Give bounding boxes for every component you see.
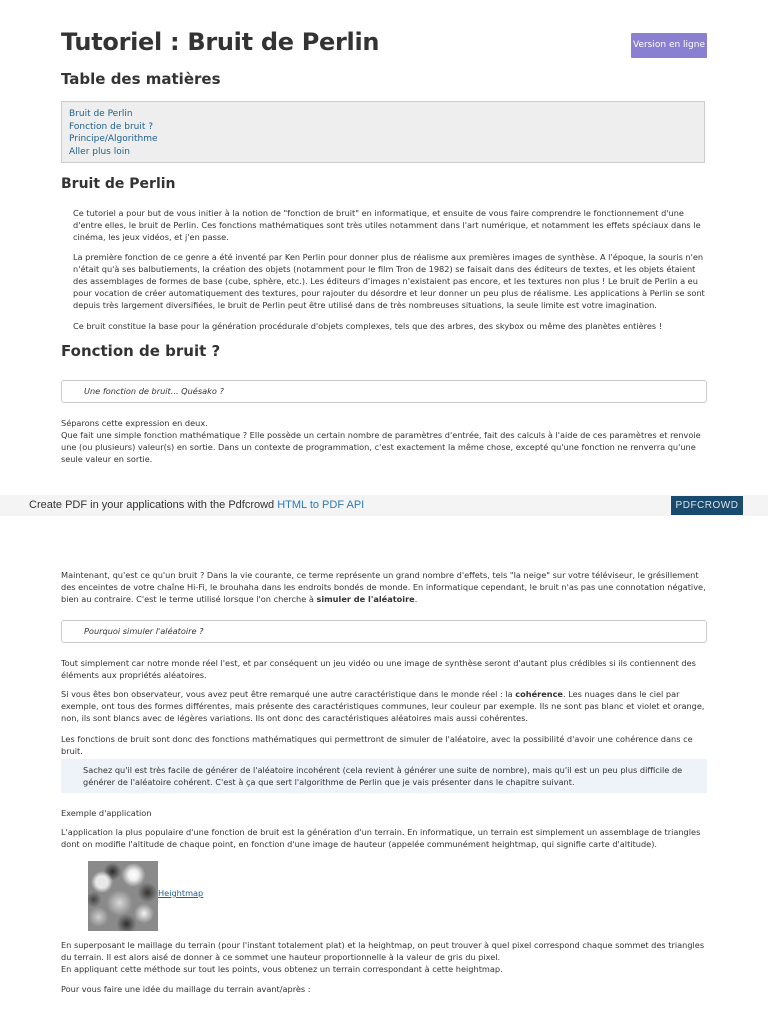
coherence-bold: cohérence — [515, 689, 563, 699]
page-title: Tutoriel : Bruit de Perlin — [61, 28, 380, 56]
paragraph-fonctions-de-bruit: Les fonctions de bruit sont donc des fonctions mathématiques qui permettront de simuler de l'aléatoire, avec la possibilité d'avoir une cohérence dans ce bruit. — [61, 734, 693, 756]
paragraph-coherence-rest: . Les nuages dans le ciel par exemple, ont tous des formes différentes, mais présente des caractéristiques communes, leur couleur par exemple. Ils ne sont pas blanc et violet et orange, non, ils sont blancs avec de légères variations. Ils ont donc des caractéristiques aléatoires mais aussi cohérentes. — [61, 689, 705, 723]
question-box-quesako: Une fonction de bruit... Quésako ? — [61, 380, 707, 403]
info-note-box: Sachez qu'il est très facile de générer de l'aléatoire incohérent (cela revient à générer une suite de nombre), mais qu'il est un peu plus difficile de générer de l'aléatoire cohérent. C'est à ça que sert l'algorithme de Perlin que je vais présenter dans le chapitre suivant. — [61, 759, 707, 793]
toc-link-fonction-de-bruit[interactable]: Fonction de bruit ? — [69, 121, 154, 132]
paragraph-superposant: En superposant le maillage du terrain (pour l'instant totalement plat) et la heightmap, on peut trouver à quel pixel correspond chaque sommet des triangles du terrain. Il est alors aisé de donner à ce sommet une hauteur proportionnelle à la valeur de gris du pixel. — [61, 940, 705, 962]
paragraph-bruit-text: Maintenant, qu'est ce qu'un bruit ? Dans la vie courante, ce terme représente un grand nombre d'effets, tels "la neige" sur votre téléviseur, le grésillement des enceintes de votre chaîne Hi-Fi, le brouhaha dans les endroits bondés de monde. En informatique cependant, le bruit n'as pas une connotation négative, bien au contraire. C'est le terme utilisé lorsque l'on cherche à — [61, 570, 706, 604]
pdfcrowd-logo[interactable]: PDFCROWD — [671, 496, 743, 515]
heightmap-image — [88, 861, 158, 931]
intro-paragraph-3: Ce bruit constitue la base pour la génération procédurale d'objets complexes, tels que des arbres, des skybox ou même des planètes entières ! — [73, 321, 663, 331]
intro-paragraph-2: La première fonction de ce genre a été inventé par Ken Perlin pour donner plus de réalisme aux premières images de synthèse. A l'époque, la souris n'en n'était qu'à ses balbutiements, la création des objets (notamment pour le film Tron de 1982) se faisait dans des éditeurs de textes, et les objets étaient des assemblages de formes de base (cube, sphère, etc.). Les éditeurs d'images n'existaient pas encore, et les textures non plus ! Le bruit de Perlin a eu pour vocation de créer automatiquement des textures, pour rajouter du désordre et leur donner un peu plus de réalisme. Les applications à Perlin se sont depuis très largement diversifiées, le bruit de Perlin peut être utilisé dans de très nombreuses situations, la seule limite est votre imagination. — [73, 252, 705, 310]
pdfcrowd-text — [29, 499, 364, 511]
section-heading-bruit-de-perlin: Bruit de Perlin — [61, 176, 176, 192]
pdfcrowd-api-link[interactable]: HTML to PDF API — [277, 499, 365, 511]
paragraph-appliquant: En appliquant cette méthode sur tout les points, vous obtenez un terrain correspondant à cette heightmap. — [61, 964, 503, 974]
paragraph-fonction-mathematique: Que fait une simple fonction mathématique ? Elle possède un certain nombre de paramètres d'entrée, fait des calculs à l'aide de ces paramètres et renvoie une (ou plusieurs) valeur(s) en sortie. Dans un contexte de programmation, c'est exactement la même chose, excepté qu'une fonction ne renverra qu'une seule valeur en sortie. — [61, 430, 701, 464]
intro-paragraph-1: Ce tutoriel a pour but de vous initier à la notion de "fonction de bruit" en informatique, et ensuite de vous faire comprendre le fonctionnement d'une d'entre elles, le bruit de Perlin. Ces fonctions mathématiques sont très utiles notamment dans l'art numérique, et notamment les effets spéciaux dans le cinéma, les jeux vidéos, et j'en passe. — [73, 208, 701, 242]
paragraph-coherence — [61, 688, 709, 724]
question-box-pourquoi: Pourquoi simuler l'aléatoire ? — [61, 620, 707, 643]
online-version-button[interactable]: Version en ligne — [631, 33, 707, 58]
toc-heading: Table des matières — [61, 70, 221, 88]
section-heading-fonction-de-bruit: Fonction de bruit ? — [61, 342, 221, 360]
paragraph-bruit-end: . — [414, 594, 418, 604]
paragraph-monde-reel: Tout simplement car notre monde réel l'est, et par conséquent un jeu vidéo ou une image de synthèse seront d'autant plus crédibles si ils contiennent des éléments aux propriétés aléatoires. — [61, 658, 696, 680]
heightmap-link[interactable]: Heightmap — [158, 888, 204, 898]
simuler-aleatoire-bold: simuler de l'aléatoire — [316, 594, 415, 604]
toc-link-principe-algorithme[interactable]: Principe/Algorithme — [69, 134, 158, 144]
paragraph-maillage: Pour vous faire une idée du maillage du terrain avant/après : — [61, 984, 311, 994]
pdfcrowd-message: Create PDF in your applications with the Pdfcrowd — [29, 499, 275, 511]
paragraph-coherence-text: Si vous êtes bon observateur, vous avez peut être remarqué une autre caractéristique dans le monde réel : la — [61, 689, 513, 699]
pdfcrowd-footer — [0, 495, 768, 516]
paragraph-bruit-definition — [61, 569, 709, 605]
paragraph-terrain: L'application la plus populaire d'une fonction de bruit est la génération d'un terrain. En informatique, un terrain est simplement un assemblage de triangles dont on modifie l'altitude de chaque point, en fonction d'une image de hauteur (appelée communément heightmap, qui signifie carte d'altitude). — [61, 827, 701, 849]
table-of-contents — [61, 101, 705, 163]
example-heading: Exemple d'application — [61, 808, 152, 818]
toc-link-aller-plus-loin[interactable]: Aller plus loin — [69, 146, 130, 157]
paragraph-separons: Séparons cette expression en deux. — [61, 418, 208, 428]
toc-link-bruit-de-perlin[interactable]: Bruit de Perlin — [69, 109, 133, 119]
